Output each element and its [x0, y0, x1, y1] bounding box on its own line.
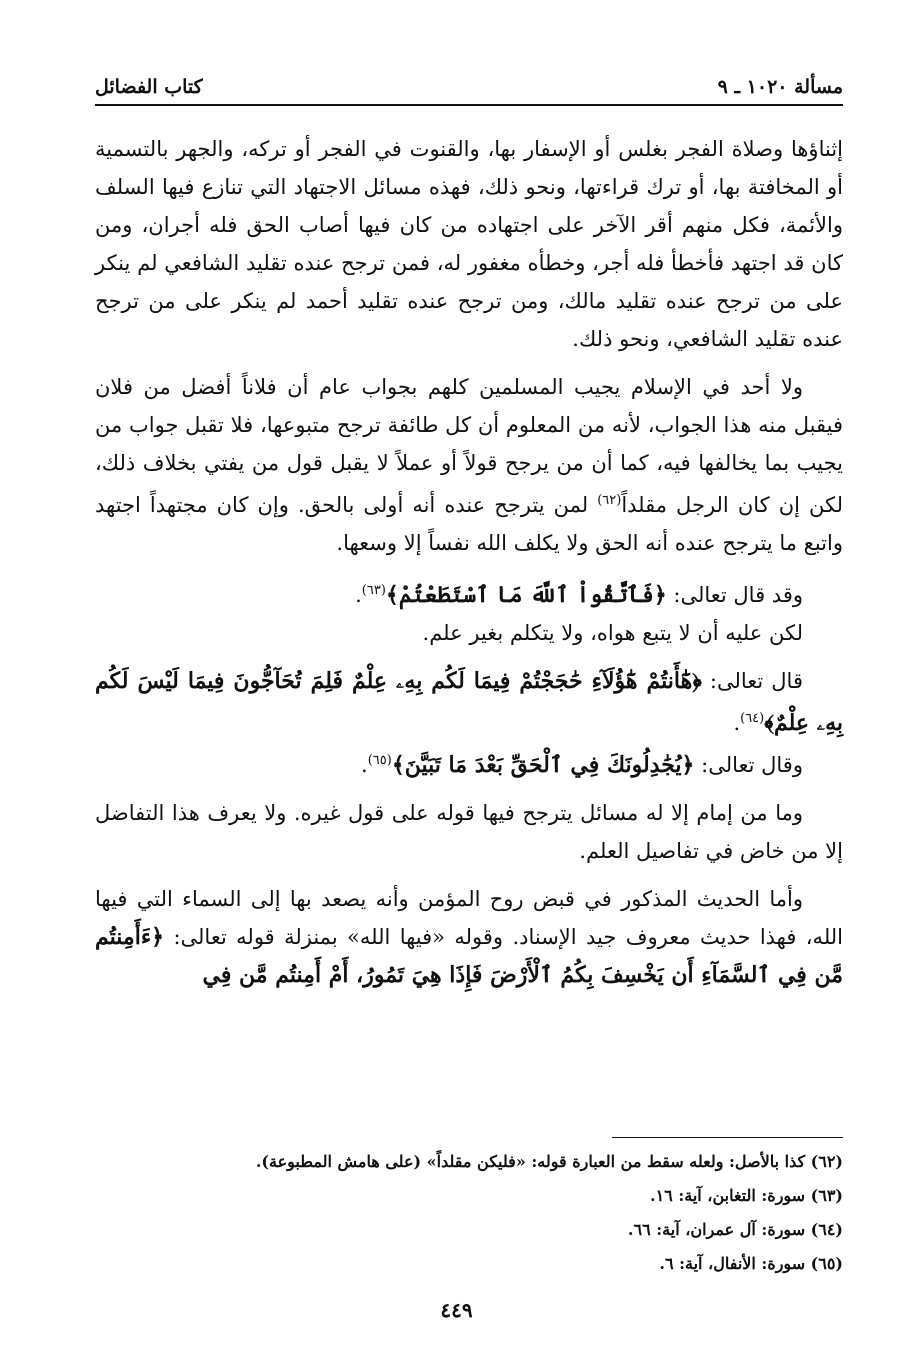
paragraph-3-end: .: [355, 583, 362, 607]
paragraph-2: [95, 368, 843, 562]
footnote-ref-63: (٦٣): [361, 583, 386, 598]
paragraph-3: [95, 572, 843, 614]
footnote-63: (٦٣) سورة: التغابن، آية: ١٦.: [650, 1186, 843, 1205]
paragraph-5-end: .: [733, 711, 741, 735]
paragraph-2-text-a: ولا أحد في الإسلام يجيب المسلمين كلهم بجواب عام أن فلاناً أفضل من فلان فيقبل منه هذا الجواب، لأنه من المعلوم أن كل طائفة ترجح متبوعها، فلا تقبل جواب من يجيب بما يخالفها فيه، كما أن من يرجح قولاً أو عملاً لا يقبل قول من يفتي بخلاف ذلك، لكن إن كان الرجل مقلداً: [95, 375, 843, 517]
quran-verse-al-imran: ﴿هَٰٓأَنتُمْ هَٰٓؤُلَآءِ حَٰجَجْتُمْ فِيمَا لَكُم بِهِۦ عِلْمٌ فَلِمَ تُحَآجُّونَ فِيمَا لَيْسَ لَكُم بِهِۦ عِلْمٌ﴾: [95, 668, 843, 736]
main-text: [95, 130, 843, 1004]
paragraph-5-intro: قال تعالى:: [701, 669, 803, 693]
paragraph-6: [95, 742, 843, 784]
paragraph-1: إثناؤها وصلاة الفجر بغلس أو الإسفار بها، والقنوت في الفجر أو تركه، والجهر بالتسمية أو المخافتة بها، أو ترك قراءتها، ونحو ذلك، فهذه مسائل الاجتهاد التي تنازع فيها السلف والأئمة، فكل منهم أقر الآخر على اجتهاده من كان فيها أصاب الحق فله أجران، ومن كان قد اجتهد فأخطأ فله أجر، وخطأه مغفور له، فمن ترجح عنده تقليد الشافعي لم ينكر على من ترجح عنده تقليد مالك، ومن ترجح عنده تقليد أحمد لم ينكر على من ترجح عنده تقليد الشافعي، ونحو ذلك.: [95, 137, 843, 351]
footnote-ref-62: (٦٢): [597, 493, 622, 508]
footnote-62: (٦٢) كذا بالأصل: ولعله سقط من العبارة قوله: «فليكن مقلداً» (على هامش المطبوعة).: [255, 1152, 843, 1171]
page-number: ٤٤٩: [440, 1298, 473, 1322]
paragraph-7: وما من إمام إلا له مسائل يترجح فيها قوله على قول غيره. ولا يعرف هذا التفاضل إلا من خاض في تفاصيل العلم.: [95, 801, 843, 863]
running-header: [95, 62, 843, 98]
header-divider: [95, 104, 843, 106]
footnote-65: (٦٥) سورة: الأنفال، آية: ٦.: [659, 1254, 843, 1273]
paragraph-6-end: .: [361, 753, 368, 777]
quran-verse-anfal: ﴿يُجَٰدِلُونَكَ فِي ٱلْحَقِّ بَعْدَ مَا تَبَيَّنَ﴾: [391, 752, 695, 778]
paragraph-2-text-b: لمن يترجح عنده أنه أولى بالحق. وإن كان مجتهداً اجتهد واتبع ما يترجح عنده أنه الحق ولا يكلف الله نفساً إلا وسعها.: [95, 493, 843, 555]
footnotes: [95, 1145, 843, 1281]
quran-verse-mulk: ﴿ءَأَمِنتُم مَّن فِي ٱلسَّمَآءِ أَن يَخْسِفَ بِكُمُ ٱلْأَرْضَ فَإِذَا هِيَ تَمُورُ، أَمْ أَمِنتُم مَّن فِي: [95, 924, 843, 988]
paragraph-5: [95, 662, 843, 742]
footnote-ref-65: (٦٥): [367, 753, 392, 768]
paragraph-4: لكن عليه أن لا يتبع هواه، ولا يتكلم بغير علم.: [422, 621, 803, 645]
paragraph-3-intro: وقد قال تعالى:: [666, 583, 803, 607]
footnote-divider: [612, 1137, 843, 1138]
header-issue-number: مسألة ١٠٢٠ ـ ٩: [717, 76, 843, 98]
header-book-title: كتاب الفضائل: [95, 76, 203, 98]
footnote-64: (٦٤) سورة: آل عمران، آية: ٦٦.: [627, 1220, 843, 1239]
paragraph-8-text: وأما الحديث المذكور في قبض روح المؤمن وأنه يصعد بها إلى السماء التي فيها الله، فهذا حديث معروف جيد الإسناد. وقوله «فيها الله» بمنزلة قوله تعالى:: [95, 887, 843, 949]
quran-verse-taghabun: ﴿فَٱتَّقُواْ ٱللَّهَ مَا ٱسْتَطَعْتُمْ﴾: [385, 582, 667, 608]
paragraph-8: [95, 880, 843, 994]
paragraph-6-intro: وقال تعالى:: [694, 753, 803, 777]
footnote-ref-64: (٦٤): [740, 711, 765, 726]
